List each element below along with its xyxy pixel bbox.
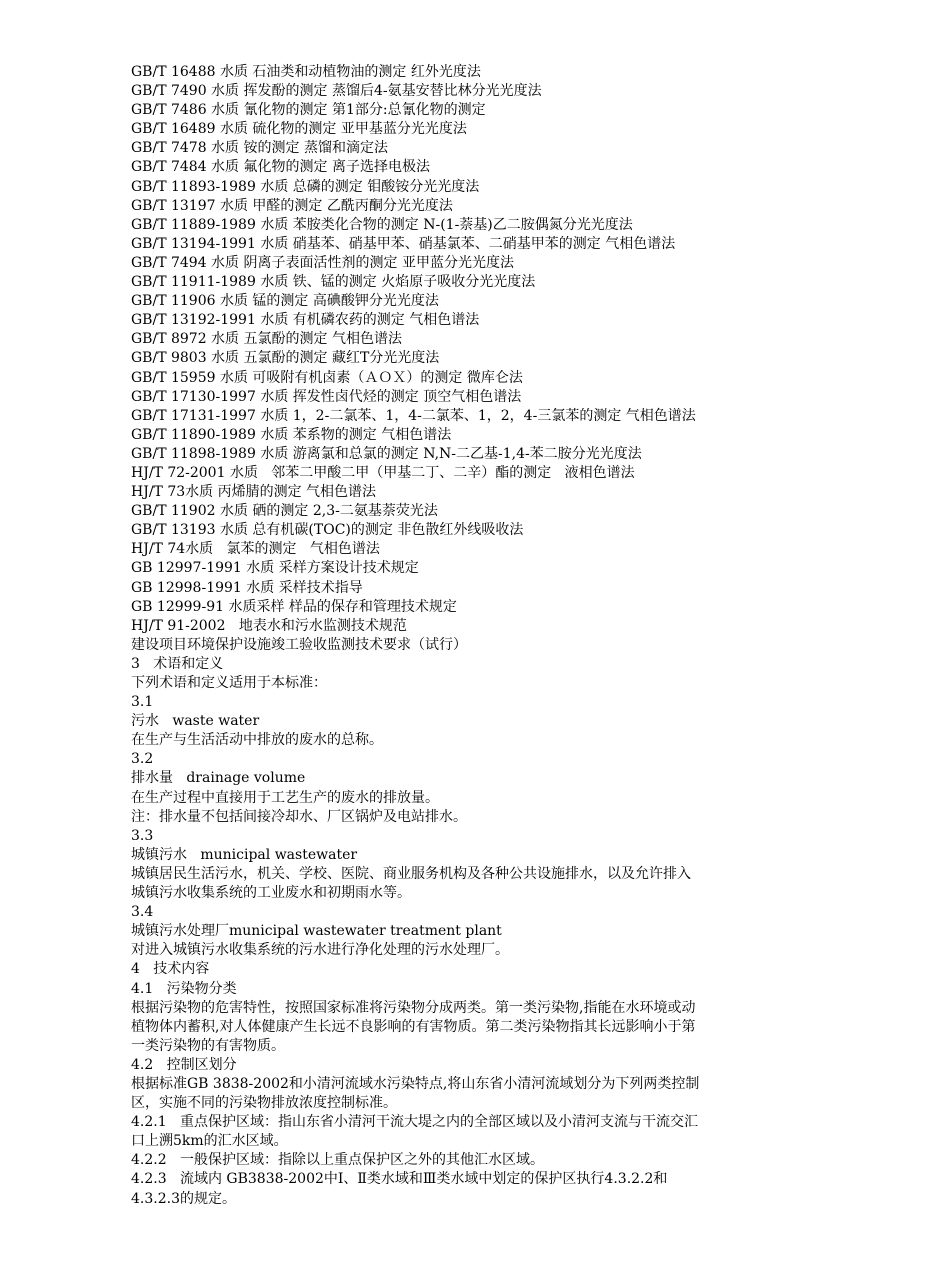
standard-item: GB/T 16488 水质 石油类和动植物油的测定 红外光度法 [131,64,481,80]
section-intro: 下列术语和定义适用于本标准： [131,675,327,691]
clause-line: 4.3.2.3的规定。 [131,1190,236,1207]
standard-item: GB/T 7494 水质 阴离子表面活性剂的测定 亚甲蓝分光光度法 [131,254,514,271]
standard-item: GB/T 17130-1997 水质 挥发性卤代烃的测定 顶空气相色谱法 [131,388,522,405]
term-number: 3.3 [131,827,154,844]
standard-item: GB/T 13197 水质 甲醛的测定 乙酰丙酮分光光度法 [131,197,453,214]
standards-list [131,63,821,655]
term-name: 城镇污水处理厂municipal wastewater treatment plant [131,923,502,940]
standard-item: GB/T 11893-1989 水质 总磷的测定 钼酸铵分光光度法 [131,178,480,195]
clause-line: 4.2.3 流域内 GB3838-2002中Ⅰ、Ⅱ类水域和Ⅲ类水域中划定的保护区执行4.3.2.2和 [131,1171,668,1188]
standard-item: GB/T 8972 水质 五氯酚的测定 气相色谱法 [131,331,402,348]
standard-item: HJ/T 91-2002 地表水和污水监测技术规范 [131,617,407,634]
document-page [131,63,821,1209]
standard-item: GB/T 15959 水质 可吸附有机卤素（ＡＯＸ）的测定 微库仑法 [131,369,523,386]
term-definition: 对进入城镇污水收集系统的污水进行净化处理的污水处理厂。 [131,942,509,959]
standard-item: GB/T 11911-1989 水质 铁、锰的测定 火焰原子吸收分光光度法 [131,274,536,291]
term-number: 3.2 [131,751,154,768]
clause-line: 4.2.1 重点保护区域：指山东省小清河干流大堤之内的全部区域以及小清河支流与干流交汇 [131,1114,698,1131]
section-terms [131,655,821,961]
standard-item: 建设项目环境保护设施竣工验收监测技术要求（试行） [131,636,467,653]
section-heading: 4 技术内容 [131,961,210,978]
paragraph-line: 区，实施不同的污染物排放浓度控制标准。 [131,1095,397,1112]
standard-item: GB/T 11902 水质 硒的测定 2,3-二氨基萘荧光法 [131,503,438,520]
term-number: 3.4 [131,904,154,921]
standard-item: GB/T 17131-1997 水质 1，2-二氯苯、1，4-二氯苯、1，2，4-三氯苯的测定 气相色谱法 [131,407,696,424]
standard-item: GB 12999-91 水质采样 样品的保存和管理技术规定 [131,598,457,615]
standard-item: GB/T 7486 水质 氰化物的测定 第1部分:总氰化物的测定 [131,102,486,119]
standard-item: GB 12998-1991 水质 采样技术指导 [131,579,363,596]
standard-item: HJ/T 72-2001 水质 邻苯二甲酸二甲（甲基二丁、二辛）酯的测定 液相色谱法 [131,464,635,481]
standard-item: GB/T 7490 水质 挥发酚的测定 蒸馏后4-氨基安替比林分光光度法 [131,83,542,100]
term-name: 污水 waste water [131,713,260,730]
clause-line: 口上溯5km的汇水区域。 [131,1133,288,1150]
standard-item: GB/T 7484 水质 氟化物的测定 离子选择电极法 [131,159,430,176]
standard-item: GB/T 13194-1991 水质 硝基苯、硝基甲苯、硝基氯苯、二硝基甲苯的测定 气相色谱法 [131,235,676,252]
term-name: 排水量 drainage volume [131,770,306,787]
paragraph-line: 根据标准GB 3838-2002和小清河流域水污染特点,将山东省小清河流域划分为下列两类控制 [131,1075,700,1092]
standard-item: GB/T 11889-1989 水质 苯胺类化合物的测定 N-(1-萘基)乙二胺偶氮分光光度法 [131,216,633,233]
term-definition: 在生产过程中直接用于工艺生产的废水的排放量。 [131,789,439,806]
section-heading: 3 术语和定义 [131,655,224,672]
standard-item: GB/T 9803 水质 五氯酚的测定 藏红T分光光度法 [131,350,440,367]
standard-item: GB/T 7478 水质 铵的测定 蒸馏和滴定法 [131,140,388,157]
subsection-heading: 4.1 污染物分类 [131,980,237,997]
standard-item: GB/T 11890-1989 水质 苯系物的测定 气相色谱法 [131,426,452,443]
standard-item: GB/T 13192-1991 水质 有机磷农药的测定 气相色谱法 [131,312,480,329]
standard-item: GB/T 16489 水质 硫化物的测定 亚甲基蓝分光光度法 [131,121,467,138]
clause-line: 4.2.2 一般保护区域：指除以上重点保护区之外的其他汇水区域。 [131,1152,544,1169]
term-note: 注：排水量不包括间接冷却水、厂区锅炉及电站排水。 [131,808,467,825]
standard-item: GB/T 11906 水质 锰的测定 高碘酸钾分光光度法 [131,293,439,310]
standard-item: GB/T 11898-1989 水质 游离氯和总氯的测定 N,N-二乙基-1,4-苯二胺分光光度法 [131,445,642,462]
term-definition: 城镇居民生活污水，机关、学校、医院、商业服务机构及各种公共设施排水，以及允许排入 [131,865,691,882]
term-definition: 城镇污水收集系统的工业废水和初期雨水等。 [131,885,411,902]
standard-item: HJ/T 74水质 氯苯的测定 气相色谱法 [131,541,380,558]
standard-item: HJ/T 73水质 丙烯腈的测定 气相色谱法 [131,484,377,501]
paragraph-line: 植物体内蓄积,对人体健康产生长远不良影响的有害物质。第二类污染物指其长远影响小于第 [131,1018,696,1035]
term-name: 城镇污水 municipal wastewater [131,846,358,863]
paragraph-line: 一类污染物的有害物质。 [131,1037,285,1054]
standard-item: GB/T 13193 水质 总有机碳(TOC)的测定 非色散红外线吸收法 [131,522,524,539]
term-definition: 在生产与生活活动中排放的废水的总称。 [131,732,383,749]
paragraph-line: 根据污染物的危害特性，按照国家标准将污染物分成两类。第一类污染物,指能在水环境或动 [131,999,696,1016]
term-number: 3.1 [131,694,154,711]
section-technical [131,960,821,1208]
standard-item: GB 12997-1991 水质 采样方案设计技术规定 [131,560,419,577]
subsection-heading: 4.2 控制区划分 [131,1056,237,1073]
